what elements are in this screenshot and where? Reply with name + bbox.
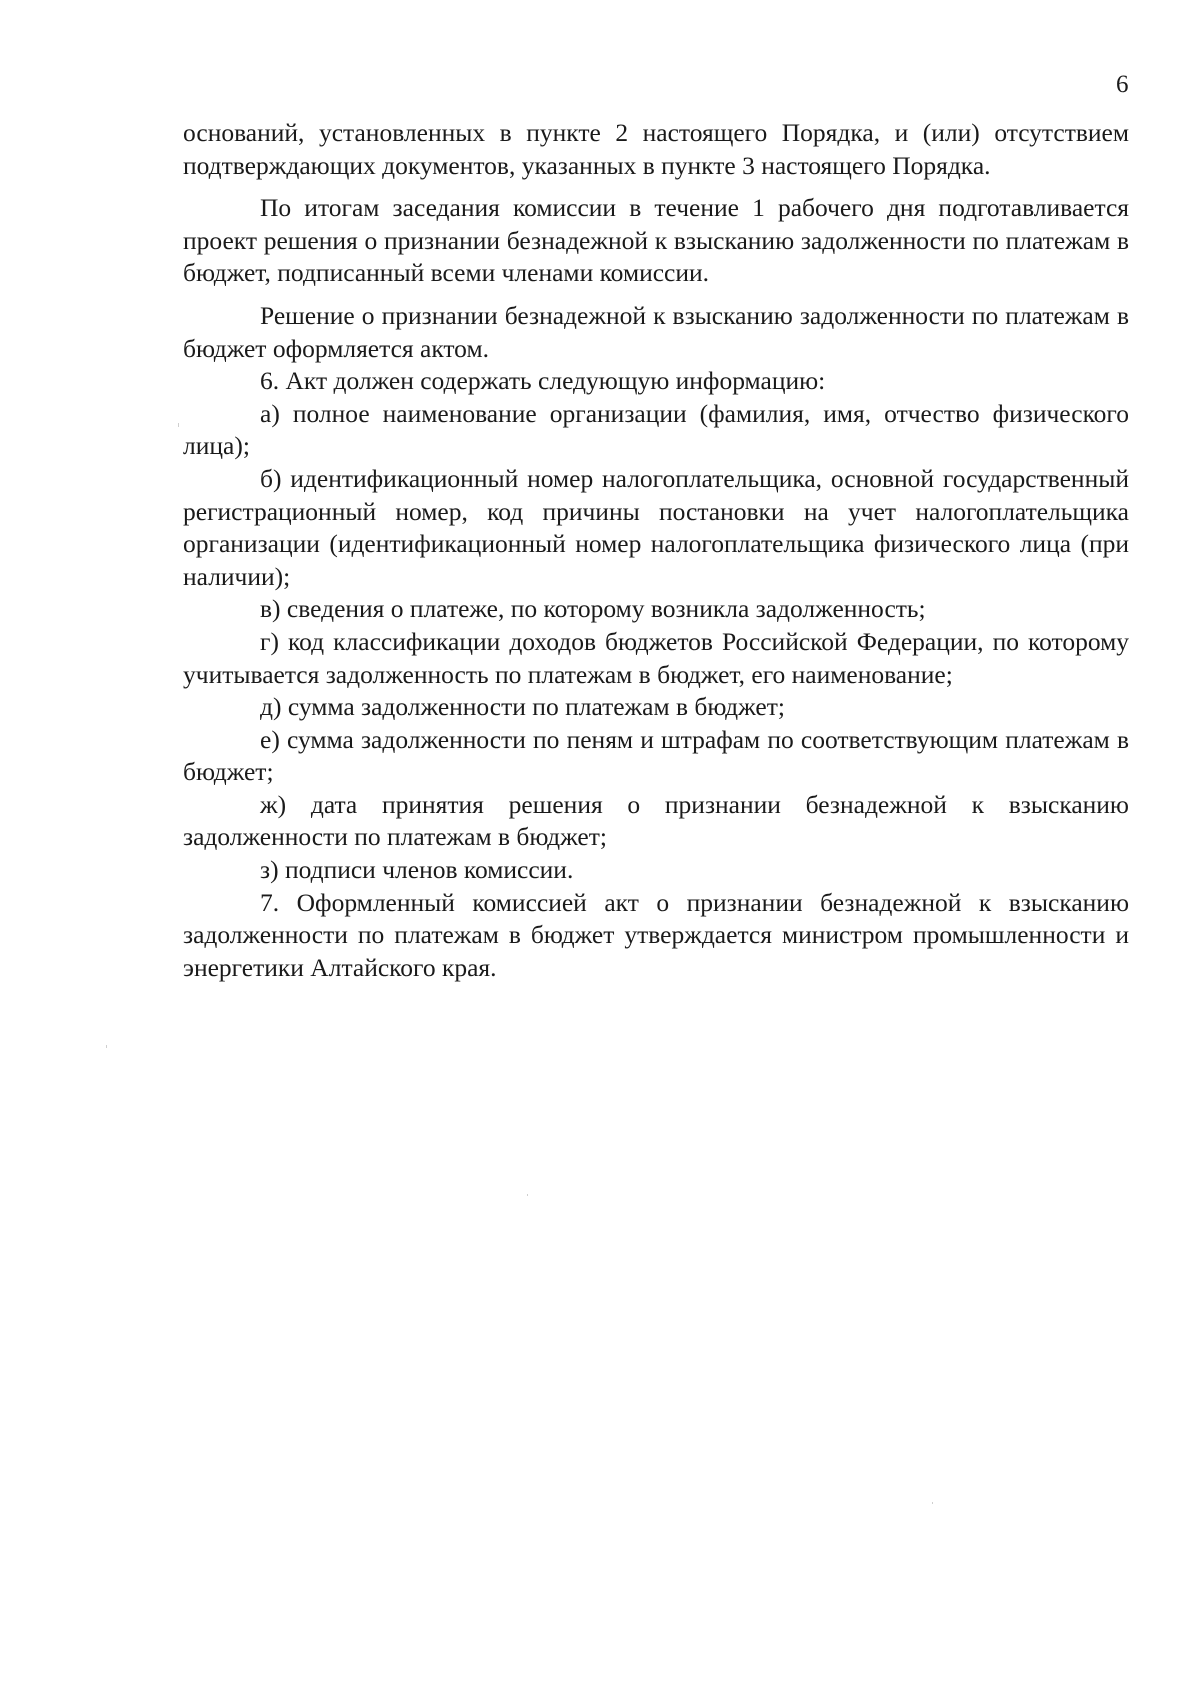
- paragraph-commission-results: По итогам заседания комиссии в течение 1 рабочего дня подготавливается проект решения о признании безнадежной к взысканию задолженности по платежам в бюджет, подписанный всеми членами комиссии.: [183, 193, 1129, 288]
- scan-speck: [178, 423, 179, 427]
- page-number: 6: [1116, 71, 1129, 98]
- list-item-g: г) код классификации доходов бюджетов Российской Федерации, по которому учитывается задолженность по платежам в бюджет, его наименование;: [183, 626, 1129, 689]
- list-item-b: б) идентификационный номер налогоплательщика, основной государственный регистрационный номер, код причины постановки на учет налогоплательщика организации (идентификационный номер налогоплательщика физического лица (при наличии);: [183, 463, 1129, 591]
- list-item-zh: ж) дата принятия решения о признании безнадежной к взысканию задолженности по платежам в бюджет;: [183, 789, 1129, 852]
- list-item-e: е) сумма задолженности по пеням и штрафам по соответствующим платежам в бюджет;: [183, 724, 1129, 787]
- scan-speck: [106, 1045, 107, 1048]
- list-item-a: а) полное наименование организации (фамилия, имя, отчество физического лица);: [183, 398, 1129, 461]
- paragraph-decision-act: Решение о признании безнадежной к взысканию задолженности по платежам в бюджет оформляется актом.: [183, 300, 1129, 363]
- paragraph-act-approval: 7. Оформленный комиссией акт о признании безнадежной к взысканию задолженности по платежам в бюджет утверждается министром промышленности и энергетики Алтайского края.: [183, 887, 1129, 982]
- list-item-v: в) сведения о платеже, по которому возникла задолженность;: [260, 594, 926, 624]
- list-item-z: з) подписи членов комиссии.: [260, 855, 574, 885]
- scan-speck: [932, 1502, 933, 1504]
- document-body: [183, 117, 1129, 984]
- list-item-d: д) сумма задолженности по платежам в бюджет;: [260, 692, 785, 722]
- paragraph-act-contents: 6. Акт должен содержать следующую информацию:: [260, 366, 826, 396]
- scan-speck: [527, 1194, 528, 1196]
- paragraph-grounds-continuation: оснований, установленных в пункте 2 настоящего Порядка, и (или) отсутствием подтверждающих документов, указанных в пункте 3 настоящего Порядка.: [183, 118, 1129, 180]
